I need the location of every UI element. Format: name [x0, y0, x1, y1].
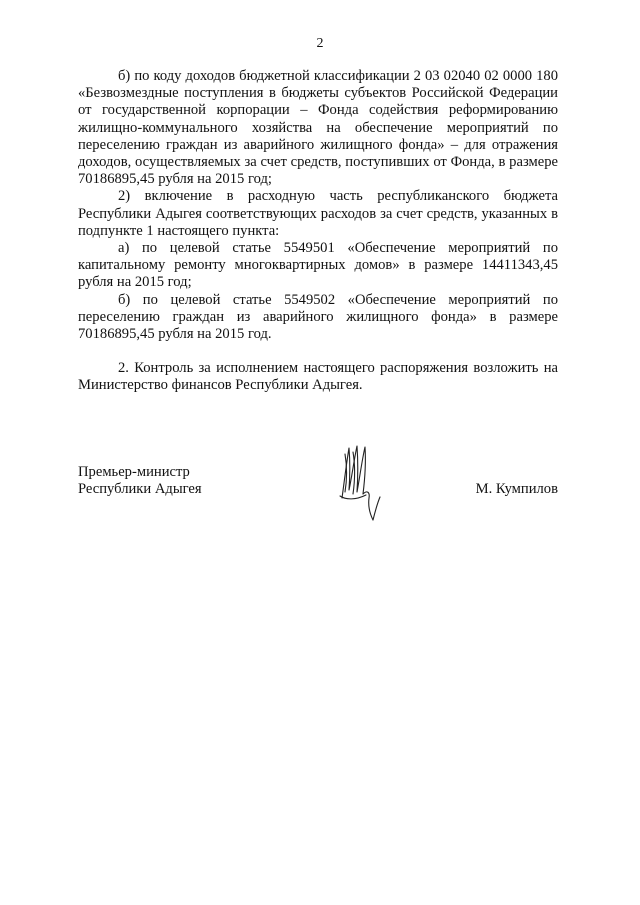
paragraph-expense-inclusion: 2) включение в расходную часть республиканского бюджета Республики Адыгея соответствующих расходов за счет средств, указанных в подпункте 1 настоящего пункта: — [78, 188, 558, 239]
paragraph-target-article-a: а) по целевой статье 5549501 «Обеспечение мероприятий по капитальному ремонту многоквартирных домов» в размере 14411343,45 рубля на 2015 год; — [78, 240, 558, 291]
handwritten-signature — [336, 440, 382, 522]
paragraph-target-article-b: б) по целевой статье 5549502 «Обеспечение мероприятий по переселению граждан из аварийного жилищного фонда» в размере 70186895,45 рубля на 2015 год. — [78, 291, 558, 343]
document-body — [78, 68, 558, 395]
signatory-name: М. Кумпилов — [475, 481, 558, 497]
paragraph-control: 2. Контроль за исполнением настоящего распоряжения возложить на Министерство финансов Республики Адыгея. — [78, 360, 558, 394]
signature-block — [78, 464, 558, 524]
page-number: 2 — [316, 36, 324, 51]
paragraph-revenue-code: б) по коду доходов бюджетной классификации 2 03 02040 02 0000 180 «Безвозмездные поступления в бюджеты субъектов Российской Федерации от государственной корпорации – Фонда содействия реформированию жилищно-коммунального хозяйства на обеспечение мероприятий по переселению граждан из аварийного жилищного фонда» – для отражения доходов, осуществляемых за счет средств, поступивших от Фонда, в размере 70186895,45 рубля на 2015 год; — [78, 68, 558, 188]
signatory-title-line-1: Премьер-министр — [78, 464, 190, 480]
signatory-title — [78, 464, 202, 498]
signatory-title-line-2: Республики Адыгея — [78, 481, 202, 498]
